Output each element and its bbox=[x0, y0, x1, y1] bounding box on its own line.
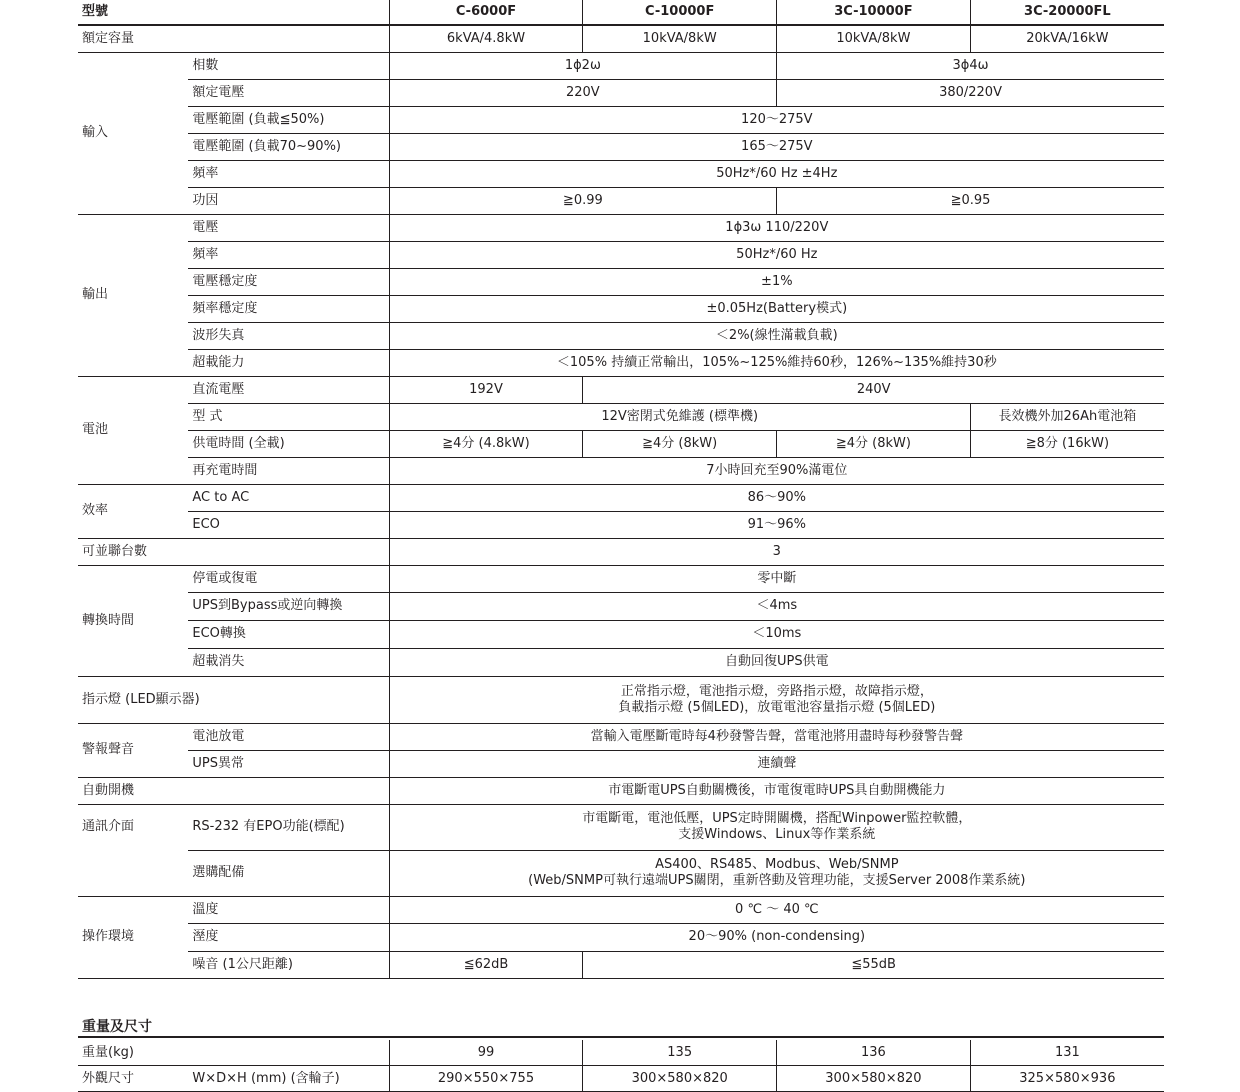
row-label: UPS到Bypass或逆向轉換 bbox=[188, 592, 389, 620]
cell-value: 3ϕ4ω bbox=[777, 52, 1164, 79]
table-row bbox=[78, 648, 1164, 676]
table-row bbox=[78, 951, 1164, 978]
table-row bbox=[78, 25, 1164, 52]
group-label-alarm: 警報聲音 bbox=[78, 723, 188, 777]
row-label: 停電或復電 bbox=[188, 565, 389, 592]
row-label: 重量(kg) bbox=[78, 1040, 389, 1066]
table-row bbox=[78, 214, 1164, 241]
table-row bbox=[78, 723, 1164, 750]
row-label: RS-232 有EPO功能(標配) bbox=[188, 804, 389, 850]
cell-value: 131 bbox=[970, 1040, 1164, 1066]
cell-value: 10kVA/8kW bbox=[777, 25, 971, 52]
table-row bbox=[78, 268, 1164, 295]
table-row bbox=[78, 430, 1164, 457]
cell-value: 300×580×820 bbox=[583, 1066, 777, 1092]
cell-value: 市電斷電UPS自動關機後，市電復電時UPS具自動開機能力 bbox=[389, 777, 1164, 804]
cell-value: ≦55dB bbox=[583, 951, 1164, 978]
cell-value: 290×550×755 bbox=[389, 1066, 583, 1092]
comm-line-1: 市電斷電，電池低壓，UPS定時開關機，搭配Winpower監控軟體， bbox=[582, 811, 972, 826]
group-label-comm: 通訊介面 bbox=[78, 804, 188, 896]
row-label: 再充電時間 bbox=[188, 457, 389, 484]
row-label: 相數 bbox=[188, 52, 389, 79]
cell-value: 136 bbox=[777, 1040, 971, 1066]
cell-value: 7小時回充至90%滿電位 bbox=[389, 457, 1164, 484]
table-row bbox=[78, 52, 1164, 79]
row-label: 超載能力 bbox=[188, 349, 389, 376]
table-row bbox=[78, 1040, 1164, 1066]
model-name: C-6000F bbox=[389, 0, 583, 25]
cell-value: 20～90% (non-condensing) bbox=[389, 923, 1164, 951]
group-label-output: 輸出 bbox=[78, 214, 188, 376]
cell-value: 99 bbox=[389, 1040, 583, 1066]
table-row bbox=[78, 804, 1164, 850]
model-name: 3C-20000FL bbox=[970, 0, 1164, 25]
table-row bbox=[78, 349, 1164, 376]
cell-value: 12V密閉式免維護 (標準機) bbox=[389, 403, 970, 430]
row-label: 指示燈 (LED顯示器) bbox=[78, 676, 389, 723]
cell-value: 1ϕ3ω 110/220V bbox=[389, 214, 1164, 241]
table-row bbox=[78, 187, 1164, 214]
table-row bbox=[78, 896, 1164, 923]
optional-line-2: (Web/SNMP可執行遠端UPS關閉，重新啓動及管理功能，支援Server 2008作業系統) bbox=[528, 873, 1026, 888]
group-label-input: 輸入 bbox=[78, 52, 188, 214]
model-header-row bbox=[78, 0, 1164, 25]
table-row bbox=[78, 79, 1164, 106]
row-label: 額定容量 bbox=[78, 25, 389, 52]
cell-value: 0 ℃ ～ 40 ℃ bbox=[389, 896, 1164, 923]
cell-value: 當輸入電壓斷電時每4秒發警告聲，當電池將用盡時每秒發警告聲 bbox=[389, 723, 1164, 750]
row-label: 電池放電 bbox=[188, 723, 389, 750]
cell-value: 自動回復UPS供電 bbox=[389, 648, 1164, 676]
table-row bbox=[78, 592, 1164, 620]
table-row bbox=[78, 850, 1164, 896]
row-label: 外觀尺寸 bbox=[78, 1066, 188, 1092]
cell-value: ≧4分 (8kW) bbox=[583, 430, 777, 457]
row-label: 電壓範圍 (負載≦50%) bbox=[188, 106, 389, 133]
table-row bbox=[78, 241, 1164, 268]
row-label: 直流電壓 bbox=[188, 376, 389, 403]
cell-value: ＜2%(線性滿載負載) bbox=[389, 322, 1164, 349]
table-row bbox=[78, 133, 1164, 160]
row-label: 噪音 (1公尺距離) bbox=[188, 951, 389, 978]
cell-value bbox=[389, 804, 1164, 850]
cell-value: 120～275V bbox=[389, 106, 1164, 133]
cell-value: 86～90% bbox=[389, 484, 1164, 511]
table-row bbox=[78, 106, 1164, 133]
group-label-battery: 電池 bbox=[78, 376, 188, 484]
group-label-transfer: 轉換時間 bbox=[78, 565, 188, 676]
cell-value: 300×580×820 bbox=[777, 1066, 971, 1092]
row-label: 電壓 bbox=[188, 214, 389, 241]
model-header-label: 型號 bbox=[78, 0, 389, 25]
row-label: AC to AC bbox=[188, 484, 389, 511]
cell-value: ±0.05Hz(Battery模式) bbox=[389, 295, 1164, 322]
cell-value: ≧8分 (16kW) bbox=[970, 430, 1164, 457]
row-label: UPS異常 bbox=[188, 750, 389, 777]
row-sublabel: W×D×H (mm) (含輪子) bbox=[188, 1066, 389, 1092]
row-label: 超載消失 bbox=[188, 648, 389, 676]
row-label: 額定電壓 bbox=[188, 79, 389, 106]
table-row bbox=[78, 676, 1164, 723]
row-label: ECO轉換 bbox=[188, 620, 389, 648]
weight-table bbox=[78, 1040, 1164, 1092]
row-label: 自動開機 bbox=[78, 777, 389, 804]
cell-value: 3 bbox=[389, 538, 1164, 565]
led-line-2: 負載指示燈 (5個LED)，放電電池容量指示燈 (5個LED) bbox=[618, 699, 936, 715]
model-name: C-10000F bbox=[583, 0, 777, 25]
cell-value: 380/220V bbox=[777, 79, 1164, 106]
row-label: 型 式 bbox=[188, 403, 389, 430]
cell-value: 165～275V bbox=[389, 133, 1164, 160]
model-name: 3C-10000F bbox=[777, 0, 971, 25]
table-row bbox=[78, 160, 1164, 187]
led-line-1: 正常指示燈，電池指示燈，旁路指示燈，故障指示燈， bbox=[620, 683, 933, 699]
cell-value: 50Hz*/60 Hz ±4Hz bbox=[389, 160, 1164, 187]
cell-value: 91～96% bbox=[389, 511, 1164, 538]
row-label: 電壓穩定度 bbox=[188, 268, 389, 295]
row-label: 可並聯台數 bbox=[78, 538, 389, 565]
table-row bbox=[78, 322, 1164, 349]
comm-line-2: 支援Windows、Linux等作業系統 bbox=[678, 827, 876, 842]
row-label: 頻率 bbox=[188, 241, 389, 268]
cell-value: 240V bbox=[583, 376, 1164, 403]
cell-value: ＜105% 持續正常輸出，105%~125%維持60秒，126%~135%維持30秒 bbox=[389, 349, 1164, 376]
cell-value: 325×580×936 bbox=[970, 1066, 1164, 1092]
cell-value: ≦62dB bbox=[389, 951, 583, 978]
cell-value: 6kVA/4.8kW bbox=[389, 25, 583, 52]
table-row bbox=[78, 565, 1164, 592]
row-label: 電壓範圍 (負載70~90%) bbox=[188, 133, 389, 160]
cell-value: ≧0.99 bbox=[389, 187, 776, 214]
cell-value: ±1% bbox=[389, 268, 1164, 295]
cell-value: ＜10ms bbox=[389, 620, 1164, 648]
table-row bbox=[78, 777, 1164, 804]
cell-value: 50Hz*/60 Hz bbox=[389, 241, 1164, 268]
table-row bbox=[78, 403, 1164, 430]
optional-line-1: AS400、RS485、Modbus、Web/SNMP bbox=[655, 857, 899, 872]
cell-value: 192V bbox=[389, 376, 583, 403]
cell-value bbox=[389, 850, 1164, 896]
cell-value: 長效機外加26Ah電池箱 bbox=[970, 403, 1164, 430]
table-row bbox=[78, 1066, 1164, 1092]
cell-value: 20kVA/16kW bbox=[970, 25, 1164, 52]
cell-value: 連續聲 bbox=[389, 750, 1164, 777]
table-row bbox=[78, 620, 1164, 648]
table-row bbox=[78, 484, 1164, 511]
cell-value bbox=[389, 676, 1164, 723]
row-label: 溫度 bbox=[188, 896, 389, 923]
table-row bbox=[78, 538, 1164, 565]
table-row bbox=[78, 376, 1164, 403]
table-row bbox=[78, 295, 1164, 322]
row-label: 供電時間 (全載) bbox=[188, 430, 389, 457]
row-label: 頻率 bbox=[188, 160, 389, 187]
cell-value: ＜4ms bbox=[389, 592, 1164, 620]
cell-value: ≧0.95 bbox=[777, 187, 1164, 214]
table-row bbox=[78, 923, 1164, 951]
row-label: ECO bbox=[188, 511, 389, 538]
cell-value: ≧4分 (8kW) bbox=[777, 430, 971, 457]
table-row bbox=[78, 511, 1164, 538]
table-row bbox=[78, 457, 1164, 484]
group-label-env: 操作環境 bbox=[78, 896, 188, 978]
cell-value: 10kVA/8kW bbox=[583, 25, 777, 52]
weight-section-title: 重量及尺寸 bbox=[78, 1016, 1164, 1038]
cell-value: 1ϕ2ω bbox=[389, 52, 776, 79]
row-label: 波形失真 bbox=[188, 322, 389, 349]
row-label: 功因 bbox=[188, 187, 389, 214]
cell-value: 220V bbox=[389, 79, 776, 106]
cell-value: ≧4分 (4.8kW) bbox=[389, 430, 583, 457]
row-label: 頻率穩定度 bbox=[188, 295, 389, 322]
spec-table bbox=[78, 0, 1164, 979]
table-row bbox=[78, 750, 1164, 777]
cell-value: 零中斷 bbox=[389, 565, 1164, 592]
row-label: 溼度 bbox=[188, 923, 389, 951]
group-label-efficiency: 效率 bbox=[78, 484, 188, 538]
row-label: 選購配備 bbox=[188, 850, 389, 896]
cell-value: 135 bbox=[583, 1040, 777, 1066]
